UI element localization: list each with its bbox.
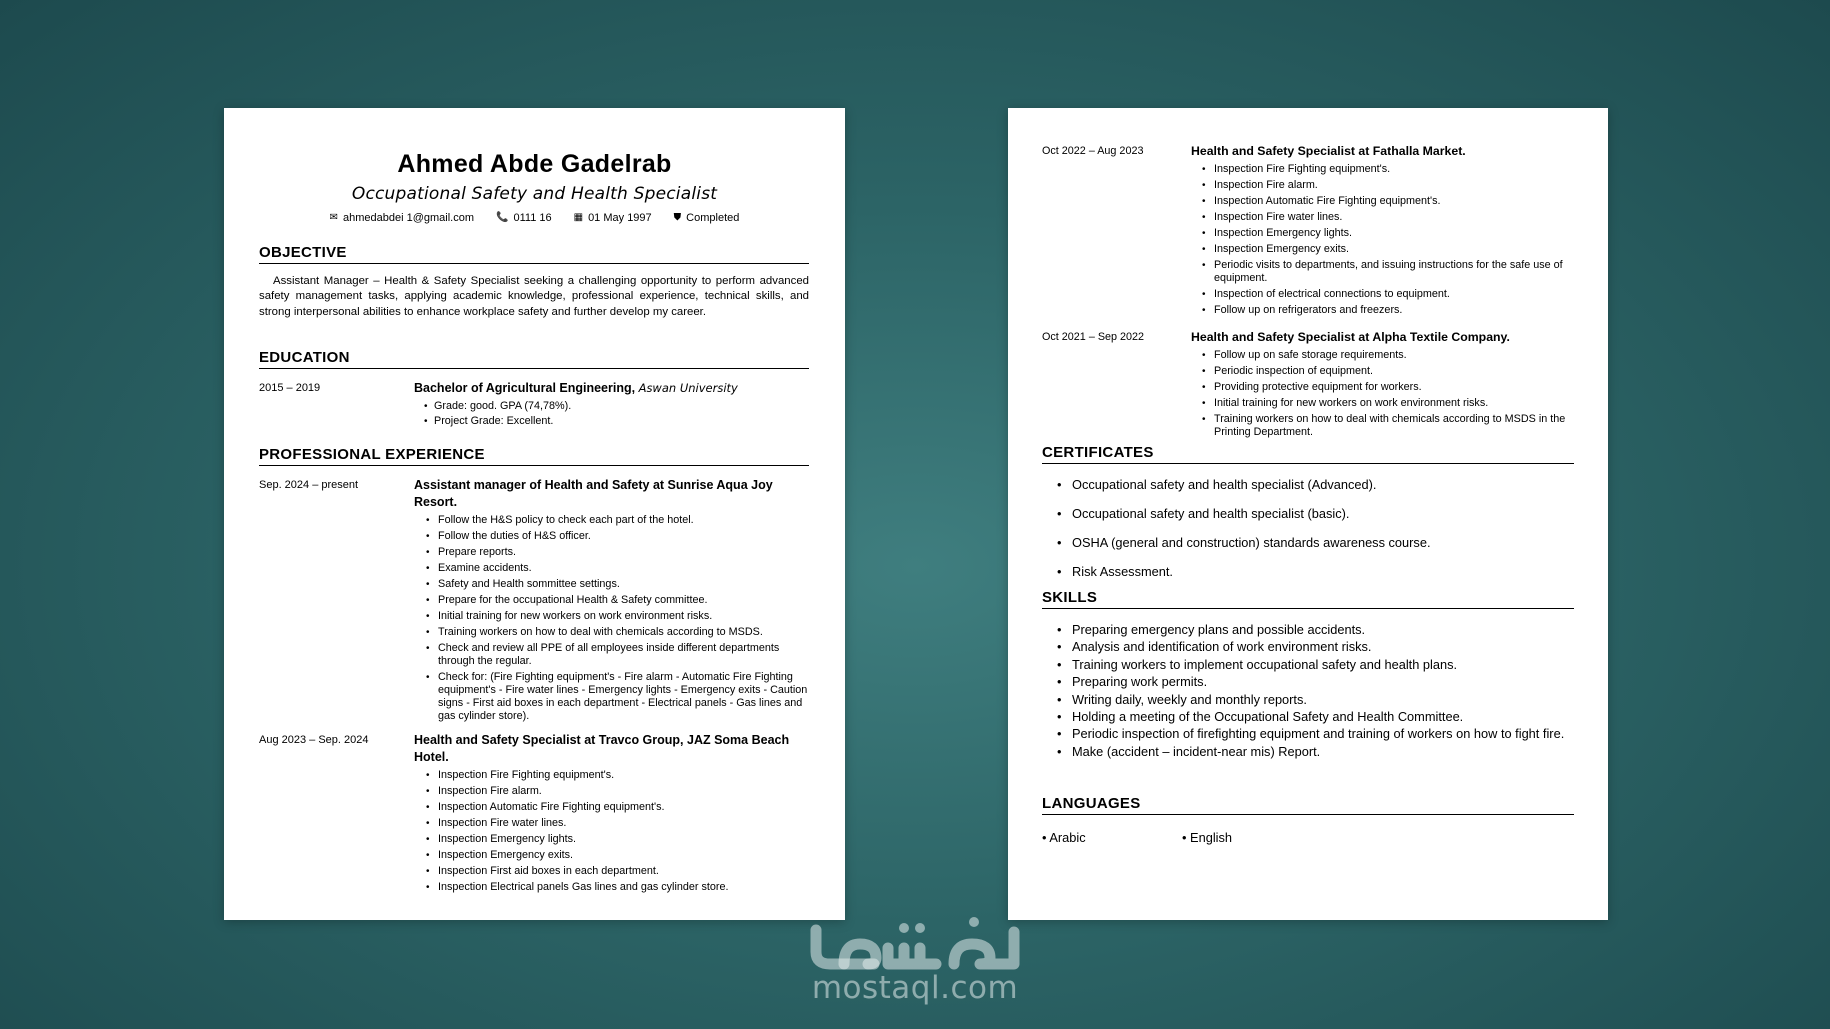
contact-email (330, 212, 474, 224)
list-item: • Follow the H&S policy to check each part of the hotel. (424, 514, 809, 527)
list-item: • Inspection Fire alarm. (424, 785, 809, 798)
experience-3-dates: Oct 2021 – Sep 2022 (1042, 331, 1145, 343)
list-item: • Analysis and identification of work environment risks. (1057, 639, 1567, 655)
list-item: • Occupational safety and health specialist (Advanced). (1057, 478, 1567, 492)
military-text: Completed (686, 212, 740, 224)
certificates-list (1057, 478, 1567, 594)
list-item: • Preparing work permits. (1057, 674, 1567, 690)
experience-0-dates: Sep. 2024 – present (259, 479, 359, 491)
contact-phone (496, 212, 552, 224)
contact-military (674, 212, 740, 224)
experience-heading: PROFESSIONAL EXPERIENCE (259, 446, 809, 466)
list-item: • Check for: (Fire Fighting equipment's - Fire alarm - Automatic Fire Fighting equipment's - Fire water lines - Emergency lights - Emergency exits - Caution signs - First aid boxes in each department - Electrical panels - Gas lines and gas cylinder store). (424, 671, 809, 723)
list-item: • Preparing emergency plans and possible accidents. (1057, 622, 1567, 638)
list-item: • Follow the duties of H&S officer. (424, 530, 809, 543)
candidate-name: Ahmed Abde Gadelrab (397, 150, 672, 178)
experience-2-dates: Oct 2022 – Aug 2023 (1042, 145, 1144, 157)
list-item: • Follow up on safe storage requirements. (1200, 349, 1585, 362)
list-item: • Providing protective equipment for workers. (1200, 381, 1585, 394)
list-item: • Project Grade: Excellent. (424, 415, 804, 428)
list-item: • Inspection Emergency lights. (424, 833, 809, 846)
phone-icon: 📞 (496, 212, 509, 223)
list-item: • Initial training for new workers on work environment risks. (1200, 397, 1585, 410)
mostaql-logo (804, 908, 1026, 976)
list-item: • Holding a meeting of the Occupational Safety and Health Committee. (1057, 709, 1567, 725)
objective-text: Assistant Manager – Health & Safety Specialist seeking a challenging opportunity to perform advanced safety management tasks, applying academic knowledge, professional experience, technical skills, and strong interpersonal abilities to enhance workplace safety and further develop my career. (259, 275, 809, 318)
degree-text: Bachelor of Agricultural Engineering, (414, 381, 636, 395)
language-item: • Arabic (1042, 830, 1086, 845)
email-text: ahmedabdei 1@gmail.com (343, 212, 475, 224)
institution-text: Aswan University (638, 381, 738, 395)
list-item: • Inspection Emergency lights. (1200, 227, 1585, 240)
language-text: Arabic (1049, 830, 1086, 845)
list-item: • Inspection Emergency exits. (1200, 243, 1585, 256)
list-item: • Examine accidents. (424, 562, 809, 575)
list-item: • Training workers to implement occupational safety and health plans. (1057, 657, 1567, 673)
list-item: • Safety and Health sommittee settings. (424, 578, 809, 591)
list-item: • Initial training for new workers on work environment risks. (424, 610, 809, 623)
calendar-icon: ▦ (573, 212, 584, 223)
list-item: • Inspection Fire alarm. (1200, 179, 1585, 192)
language-item: • English (1182, 830, 1233, 845)
birthdate-text: 01 May 1997 (588, 212, 652, 224)
list-item: • Make (accident – incident-near mis) Report. (1057, 744, 1567, 760)
list-item: • Periodic inspection of equipment. (1200, 365, 1585, 378)
list-item: • Inspection Automatic Fire Fighting equipment's. (1200, 195, 1585, 208)
list-item: • Writing daily, weekly and monthly reports. (1057, 692, 1567, 708)
list-item: • Inspection of electrical connections to equipment. (1200, 288, 1585, 301)
list-item: • Check and review all PPE of all employees inside different departments through the regular. (424, 642, 809, 668)
list-item: • Follow up on refrigerators and freezers. (1200, 304, 1585, 317)
list-item: • Training workers on how to deal with chemicals according to MSDS in the Printing Department. (1200, 413, 1585, 439)
experience-2-title: Health and Safety Specialist at Fathalla Market. (1191, 144, 1466, 158)
list-item: • Prepare reports. (424, 546, 809, 559)
language-text: English (1190, 830, 1233, 845)
list-item: • Inspection Electrical panels Gas lines and gas cylinder store. (424, 881, 809, 894)
experience-1-title: Health and Safety Specialist at Travco Group, JAZ Soma Beach Hotel. (414, 733, 790, 764)
list-item: • Prepare for the occupational Health & Safety committee. (424, 594, 809, 607)
list-item: • Inspection Fire water lines. (424, 817, 809, 830)
list-item: • Inspection Fire Fighting equipment's. (1200, 163, 1585, 176)
mostaql-site-text: mostaql.com (811, 970, 1019, 1006)
candidate-headline: Occupational Safety and Health Specialist (351, 184, 718, 204)
experience-3-title: Health and Safety Specialist at Alpha Textile Company. (1191, 330, 1510, 344)
contact-birthdate (574, 212, 652, 224)
list-item: • OSHA (general and construction) standards awareness course. (1057, 536, 1567, 550)
list-item: • Periodic inspection of firefighting equipment and training of workers on how to fight fire. (1057, 726, 1567, 742)
list-item: • Grade: good. GPA (74,78%). (424, 400, 804, 413)
list-item: • Inspection Fire Fighting equipment's. (424, 769, 809, 782)
education-degree (414, 380, 814, 397)
list-item: • Inspection Fire water lines. (1200, 211, 1585, 224)
list-item: • Inspection Automatic Fire Fighting equipment's. (424, 801, 809, 814)
resume-page-2 (1008, 108, 1608, 920)
languages-heading: LANGUAGES (1042, 795, 1574, 815)
skills-list (1057, 622, 1567, 761)
experience-0-title: Assistant manager of Health and Safety at Sunrise Aqua Joy Resort. (414, 478, 773, 509)
objective-heading: OBJECTIVE (259, 244, 809, 264)
certificates-heading: CERTIFICATES (1042, 444, 1574, 464)
education-dates: 2015 – 2019 (259, 382, 321, 394)
list-item: • Risk Assessment. (1057, 565, 1567, 579)
list-item: • Periodic visits to departments, and issuing instructions for the safe use of equipment. (1200, 259, 1585, 285)
education-bullets (424, 400, 804, 430)
list-item: • Inspection First aid boxes in each department. (424, 865, 809, 878)
experience-1-bullets (424, 769, 809, 897)
contact-bar (224, 212, 845, 224)
envelope-icon: ✉ (329, 212, 338, 223)
shield-icon: ⛊ (673, 212, 682, 223)
list-item: • Inspection Emergency exits. (424, 849, 809, 862)
experience-0-bullets (424, 514, 809, 726)
experience-2-bullets (1200, 163, 1585, 320)
experience-1-dates: Aug 2023 – Sep. 2024 (259, 734, 369, 746)
list-item: • Occupational safety and health specialist (basic). (1057, 507, 1567, 521)
resume-page-1 (224, 108, 845, 920)
education-heading: EDUCATION (259, 349, 809, 369)
phone-text: 0111 16 (513, 212, 552, 224)
list-item: • Training workers on how to deal with chemicals according to MSDS. (424, 626, 809, 639)
skills-heading: SKILLS (1042, 589, 1574, 609)
experience-3-bullets (1200, 349, 1585, 442)
